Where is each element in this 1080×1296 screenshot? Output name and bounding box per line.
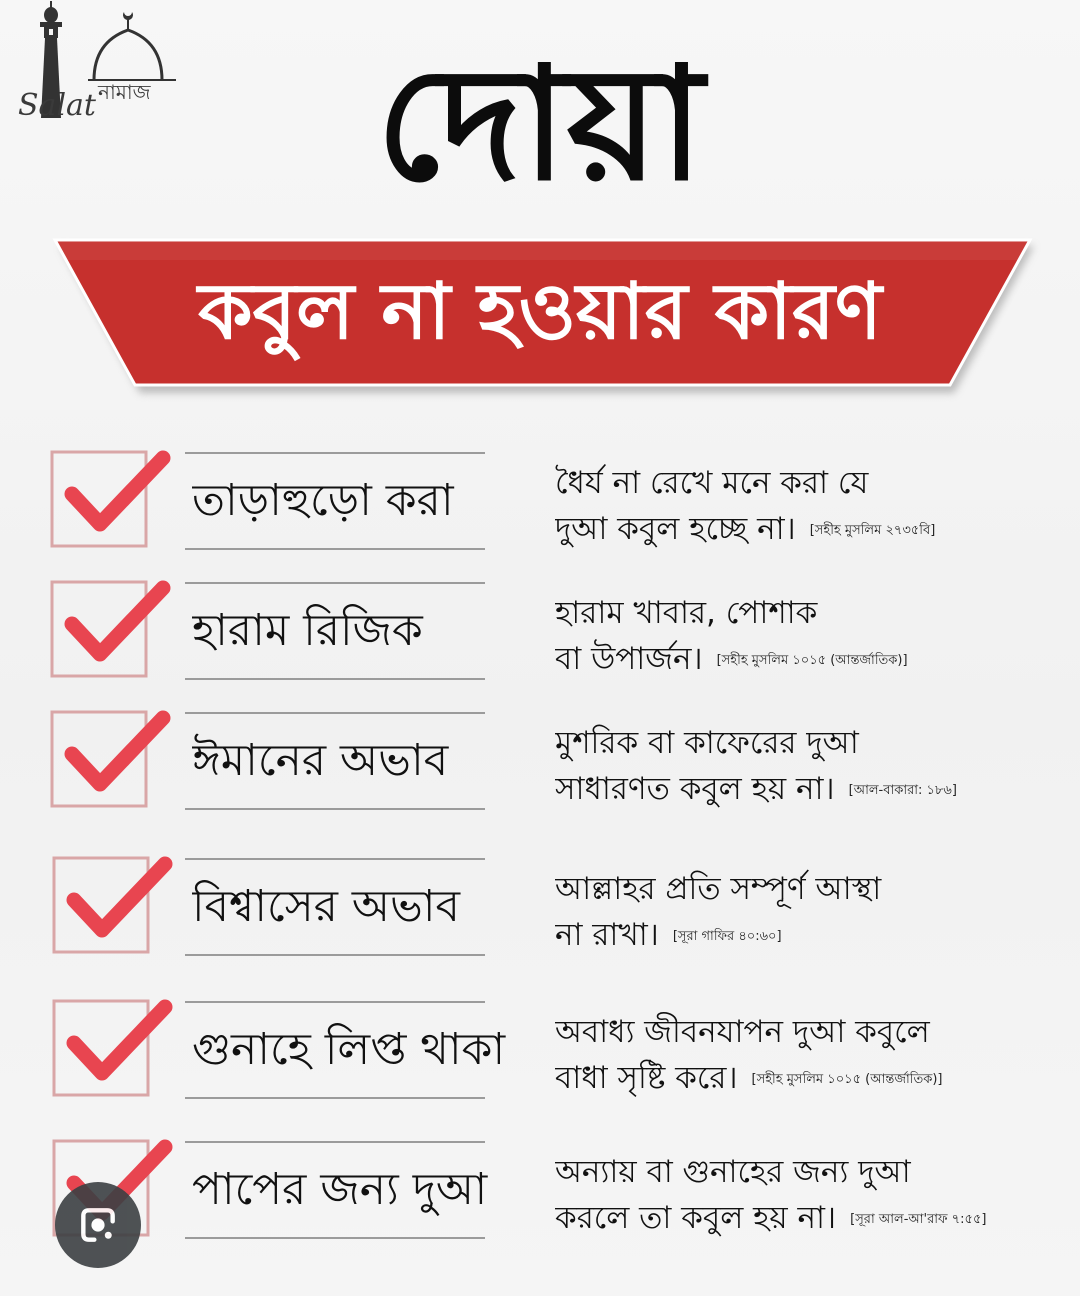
lens-icon: [76, 1203, 120, 1247]
description-line: অবাধ্য জীবনযাপন দুআ কবুলে: [555, 1014, 930, 1050]
reason-label: বিশ্বাসের অভাব: [192, 881, 461, 932]
description-line: [555, 1195, 1070, 1241]
page-title: দোয়া: [376, 34, 704, 214]
reason-description: [555, 720, 1070, 812]
description-line: [555, 506, 1070, 552]
description-line: হারাম খাবার, পোশাক: [555, 595, 818, 631]
reason-description: [555, 460, 1070, 552]
citation: [সূরা গাফির ৪০:৬০]: [672, 928, 782, 944]
description-text: দুআ কবুল হচ্ছে না।: [555, 511, 796, 547]
reason-row: [0, 1141, 1080, 1241]
reason-label: গুনাহে লিপ্ত থাকা: [192, 1024, 506, 1075]
description-text: বা উপার্জন।: [555, 641, 703, 677]
reason-label: পাপের জন্য দুআ: [192, 1164, 488, 1215]
reason-label: ঈমানের অভাব: [192, 735, 449, 786]
reason-description: [555, 1149, 1070, 1241]
description-text: বাধা সৃষ্টি করে।: [555, 1060, 738, 1096]
subtitle-banner: [0, 230, 1080, 405]
checkbox-checked-icon: [50, 842, 175, 957]
reason-label: তাড়াহুড়ো করা: [192, 475, 454, 526]
citation: [সূরা আল-আ'রাফ ৭:৫৫]: [850, 1211, 987, 1227]
description-line: [555, 636, 1070, 682]
reason-description: [555, 590, 1070, 682]
description-line: ধৈর্য না রেখে মনে করা যে: [555, 465, 869, 501]
reason-description: [555, 1009, 1070, 1101]
checkbox-checked-icon: [50, 985, 175, 1100]
description-line: আল্লাহর প্রতি সম্পূর্ণ আস্থা: [555, 871, 882, 907]
description-text: না রাখা।: [555, 917, 659, 953]
citation: [সহীহ মুসলিম ১০১৫ (আন্তর্জাতিক)]: [716, 652, 908, 668]
description-text: করলে তা কবুল হয় না।: [555, 1200, 837, 1236]
description-text: সাধারণত কবুল হয় না।: [555, 771, 835, 807]
banner-title: কবুল না হওয়ার কারণ: [198, 267, 882, 357]
checkbox-checked-icon: [50, 696, 175, 811]
reason-description: [555, 866, 1070, 958]
reason-row: [0, 712, 1080, 812]
description-line: মুশরিক বা কাফেরের দুআ: [555, 725, 859, 761]
description-line: [555, 766, 1070, 812]
lens-button[interactable]: [55, 1182, 141, 1268]
citation: [আল-বাকারা: ১৮৬]: [848, 782, 957, 798]
reason-row: [0, 582, 1080, 682]
logo-latin-text: Salat: [18, 88, 96, 123]
logo-bengali-text: নামাজ: [98, 80, 151, 104]
description-line: [555, 1055, 1070, 1101]
reason-row: [0, 452, 1080, 552]
checkbox-checked-icon: [50, 566, 175, 681]
reason-label: হারাম রিজিক: [192, 605, 423, 656]
citation: [সহীহ মুসলিম ১০১৫ (আন্তর্জাতিক)]: [751, 1071, 943, 1087]
checkbox-checked-icon: [50, 436, 175, 551]
description-line: অন্যায় বা গুনাহের জন্য দুআ: [555, 1154, 911, 1190]
reason-row: [0, 1001, 1080, 1101]
citation: [সহীহ মুসলিম ২৭৩৫বি]: [809, 522, 936, 538]
description-line: [555, 912, 1070, 958]
reason-row: [0, 858, 1080, 958]
